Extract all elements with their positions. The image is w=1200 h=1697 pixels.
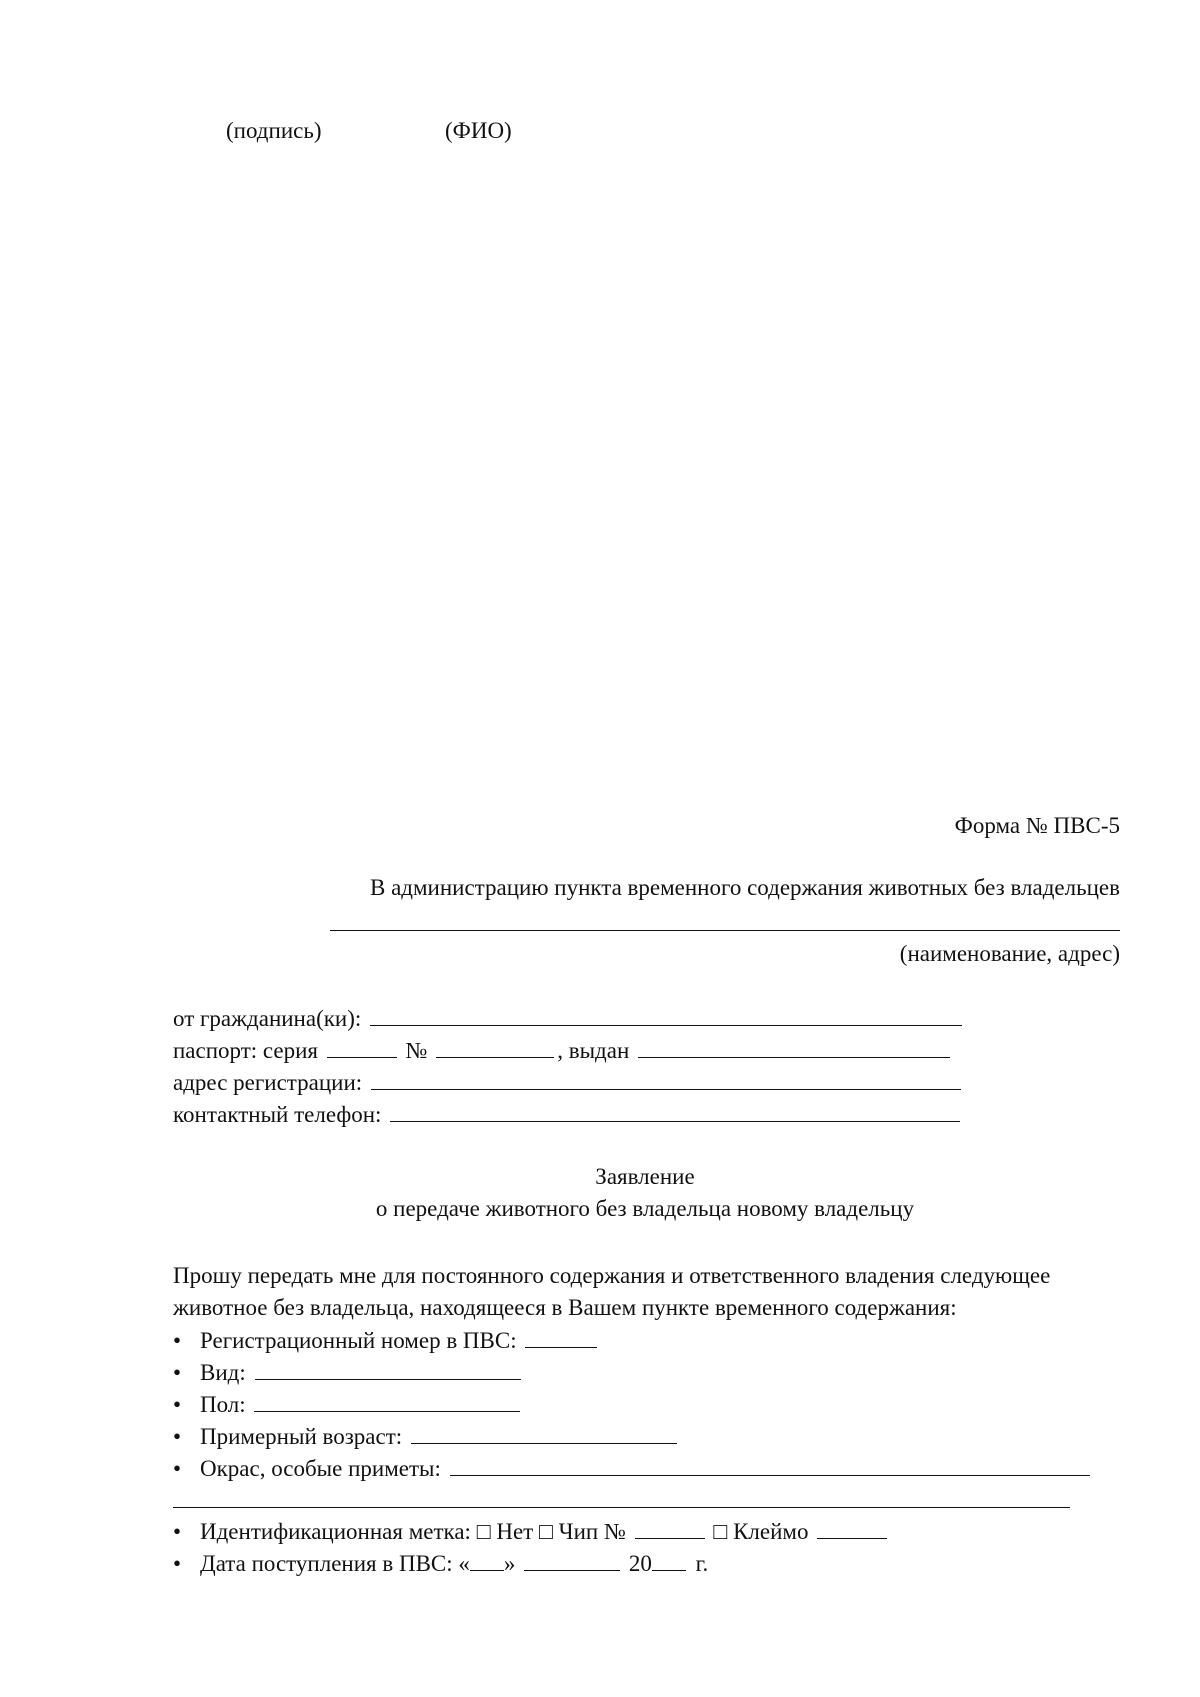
passport-number-sign: № (405, 1038, 428, 1063)
passport-series-field[interactable] (327, 1056, 397, 1058)
reg-number-field[interactable] (525, 1346, 597, 1348)
document-title: Заявление (595, 1164, 695, 1189)
brand-field[interactable] (817, 1537, 887, 1539)
id-mark-no-label: Нет (496, 1519, 534, 1544)
chip-number-field[interactable] (635, 1537, 705, 1539)
arrival-date-label: Дата поступления в ПВС: (200, 1551, 453, 1576)
checkbox-no[interactable]: □ (476, 1519, 491, 1544)
checkbox-brand[interactable]: □ (713, 1519, 728, 1544)
arrival-month-field[interactable] (524, 1569, 620, 1571)
phone-row (173, 1101, 963, 1129)
passport-series-label: паспорт: серия (173, 1038, 319, 1063)
passport-number-field[interactable] (436, 1056, 554, 1058)
passport-issued-label: , выдан (557, 1038, 630, 1063)
signature-caption: (подпись) (226, 118, 322, 143)
id-mark-brand-label: Клеймо (733, 1519, 809, 1544)
reg-number-row (200, 1327, 600, 1355)
form-number: Форма № ПВС-5 (954, 813, 1120, 838)
bullet-glyph: • (173, 1328, 182, 1353)
passport-row (173, 1037, 953, 1065)
name-caption: (ФИО) (445, 118, 512, 143)
address-label: адрес регистрации: (173, 1070, 363, 1095)
checkbox-chip[interactable]: □ (538, 1519, 553, 1544)
address-row (173, 1069, 964, 1097)
reg-number-label: Регистрационный номер в ПВС: (200, 1328, 517, 1353)
id-mark-row (200, 1518, 890, 1546)
age-label: Примерный возраст: (200, 1424, 403, 1449)
arrival-day-field[interactable] (470, 1569, 504, 1571)
bullet-glyph: • (173, 1392, 182, 1417)
species-row (200, 1359, 524, 1387)
passport-issued-field[interactable] (638, 1056, 950, 1058)
request-line-2: животное без владельца, находящееся в Вашем пункте временного содержания: (173, 1295, 957, 1320)
from-label: от гражданина(ки): (173, 1006, 362, 1031)
bullet-glyph: • (173, 1360, 182, 1385)
age-field[interactable] (411, 1442, 677, 1444)
addressee-line: В администрацию пункта временного содержания животных без владельцев (369, 875, 1120, 900)
color-label: Окрас, особые приметы: (200, 1456, 441, 1481)
from-field[interactable] (370, 1024, 962, 1026)
bullet-glyph: • (173, 1424, 182, 1449)
addressee-caption: (наименование, адрес) (899, 941, 1120, 966)
phone-field[interactable] (390, 1120, 960, 1122)
bullet-glyph: • (173, 1456, 182, 1481)
sex-row (200, 1391, 523, 1419)
species-field[interactable] (255, 1378, 521, 1380)
bullet-glyph: • (173, 1551, 182, 1576)
age-row (200, 1423, 680, 1451)
year-prefix: 20 (628, 1551, 652, 1576)
address-field[interactable] (371, 1088, 961, 1090)
arrival-year-field[interactable] (652, 1569, 686, 1571)
color-field-continuation[interactable] (173, 1507, 1070, 1508)
from-row (173, 1005, 965, 1033)
sex-label: Пол: (200, 1392, 246, 1417)
id-mark-label: Идентификационная метка: (200, 1519, 471, 1544)
sex-field[interactable] (254, 1410, 520, 1412)
phone-label: контактный телефон: (173, 1102, 382, 1127)
quote-open: « (458, 1551, 470, 1576)
request-line-1: Прошу передать мне для постоянного содержания и ответственного владения следующее (173, 1263, 1051, 1288)
color-row (200, 1455, 1093, 1483)
quote-close: » (503, 1551, 516, 1576)
species-label: Вид: (200, 1360, 246, 1385)
addressee-underline[interactable] (330, 930, 1120, 931)
year-suffix: г. (695, 1551, 709, 1576)
document-subtitle: о передаче животного без владельца новому владельцу (375, 1196, 915, 1221)
bullet-glyph: • (173, 1519, 182, 1544)
id-mark-chip-label: Чип № (558, 1519, 626, 1544)
arrival-date-row (200, 1550, 708, 1578)
color-field[interactable] (450, 1474, 1090, 1476)
